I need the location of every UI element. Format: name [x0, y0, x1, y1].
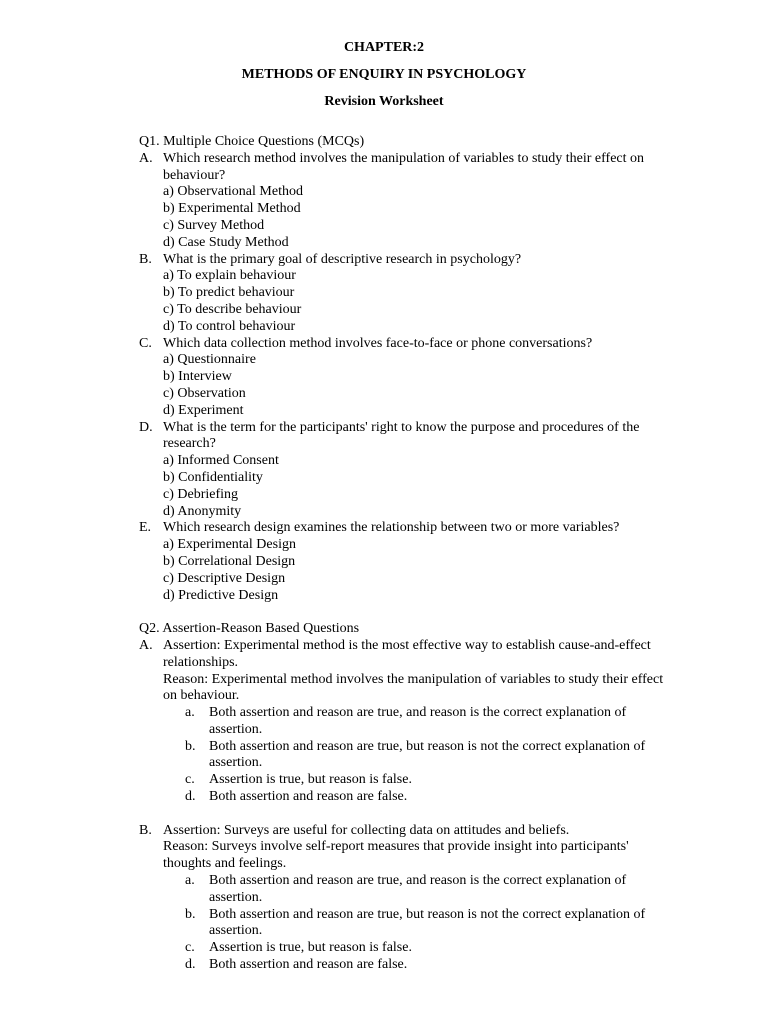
mcq-question	[139, 252, 679, 336]
option-text: Both assertion and reason are true, but reason is not the correct explanation of assertion.	[209, 906, 646, 939]
question-text: What is the primary goal of descriptive research in psychology?	[163, 251, 522, 267]
question-text: Which data collection method involves face-to-face or phone conversations?	[163, 335, 593, 351]
question-text: What is the term for the participants' right to know the purpose and procedures of the research?	[163, 419, 640, 452]
ar-option	[185, 940, 679, 957]
question-label: C.	[139, 335, 152, 351]
mcq-option: a) Informed Consent	[163, 453, 279, 469]
question-label: A.	[139, 637, 153, 653]
ar-option	[185, 906, 679, 941]
mcq-option: c) Debriefing	[163, 486, 239, 502]
mcq-option: d) Anonymity	[163, 503, 242, 519]
reason-text: Reason: Surveys involve self-report measures that provide insight into participants' thoughts and feelings.	[163, 839, 629, 872]
mcq-question	[139, 420, 679, 521]
question-spacer	[139, 806, 679, 823]
mcq-option: b) Interview	[163, 369, 232, 385]
mcq-option: d) To control behaviour	[163, 318, 296, 334]
option-label: a.	[185, 873, 195, 889]
question-label: B.	[139, 251, 152, 267]
mcq-option: b) To predict behaviour	[163, 285, 295, 301]
option-label: a.	[185, 705, 195, 721]
option-label: b.	[185, 738, 196, 754]
worksheet-content	[139, 134, 679, 974]
ar-option	[185, 957, 679, 974]
mcq-option: b) Correlational Design	[163, 553, 296, 569]
mcq-question	[139, 520, 679, 604]
ar-option	[185, 772, 679, 789]
mcq-option: c) Observation	[163, 385, 246, 401]
assertion-text: Assertion: Surveys are useful for collecting data on attitudes and beliefs.	[163, 822, 570, 838]
mcq-option: a) Experimental Design	[163, 537, 296, 553]
question-label: E.	[139, 520, 152, 536]
option-label: c.	[185, 940, 195, 956]
question-label: B.	[139, 822, 152, 838]
document-subtitle: Revision Worksheet	[324, 93, 444, 109]
option-text: Both assertion and reason are false.	[209, 789, 408, 805]
q1-heading: Q1. Multiple Choice Questions (MCQs)	[139, 134, 365, 149]
ar-option	[185, 789, 679, 806]
question-label: A.	[139, 150, 153, 166]
mcq-question	[139, 151, 679, 252]
option-text: Both assertion and reason are true, but reason is not the correct explanation of assertion.	[209, 738, 646, 771]
mcq-option: d) Case Study Method	[163, 234, 289, 250]
option-label: d.	[185, 957, 196, 973]
chapter-heading: CHAPTER:2	[343, 40, 425, 55]
question-label: D.	[139, 419, 153, 435]
reason-text: Reason: Experimental method involves the manipulation of variables to study their effect on behaviour.	[163, 671, 664, 704]
mcq-option: c) Descriptive Design	[163, 570, 286, 586]
section-spacer	[139, 604, 679, 621]
ar-option	[185, 738, 679, 773]
option-label: d.	[185, 789, 196, 805]
mcq-option: d) Experiment	[163, 402, 244, 418]
ar-option	[185, 873, 679, 907]
assertion-reason-question	[139, 638, 679, 806]
question-text: Which research method involves the manipulation of variables to study their effect on behaviour?	[163, 150, 645, 183]
assertion-text: Assertion: Experimental method is the most effective way to establish cause-and-effect relationships.	[163, 637, 651, 670]
mcq-option: a) Observational Method	[163, 184, 303, 200]
mcq-question	[139, 336, 679, 420]
ar-option	[185, 705, 679, 739]
q2-heading: Q2. Assertion-Reason Based Questions	[139, 621, 360, 637]
mcq-option: d) Predictive Design	[163, 587, 279, 603]
option-label: c.	[185, 772, 195, 788]
option-text: Both assertion and reason are true, and reason is the correct explanation of assertion.	[209, 705, 627, 737]
option-label: b.	[185, 906, 196, 922]
q2-section	[139, 621, 679, 974]
option-text: Assertion is true, but reason is false.	[209, 772, 412, 788]
mcq-option: c) To describe behaviour	[163, 301, 302, 317]
document-title: METHODS OF ENQUIRY IN PSYCHOLOGY	[241, 66, 527, 82]
option-text: Assertion is true, but reason is false.	[209, 940, 412, 956]
option-text: Both assertion and reason are true, and reason is the correct explanation of assertion.	[209, 873, 627, 905]
option-text: Both assertion and reason are false.	[209, 957, 408, 973]
mcq-option: a) To explain behaviour	[163, 268, 296, 284]
question-text: Which research design examines the relationship between two or more variables?	[163, 520, 620, 536]
mcq-option: b) Confidentiality	[163, 469, 263, 485]
q1-section	[139, 134, 679, 604]
mcq-option: a) Questionnaire	[163, 352, 256, 368]
mcq-option: c) Survey Method	[163, 217, 265, 233]
mcq-option: b) Experimental Method	[163, 201, 301, 217]
assertion-reason-question	[139, 823, 679, 974]
